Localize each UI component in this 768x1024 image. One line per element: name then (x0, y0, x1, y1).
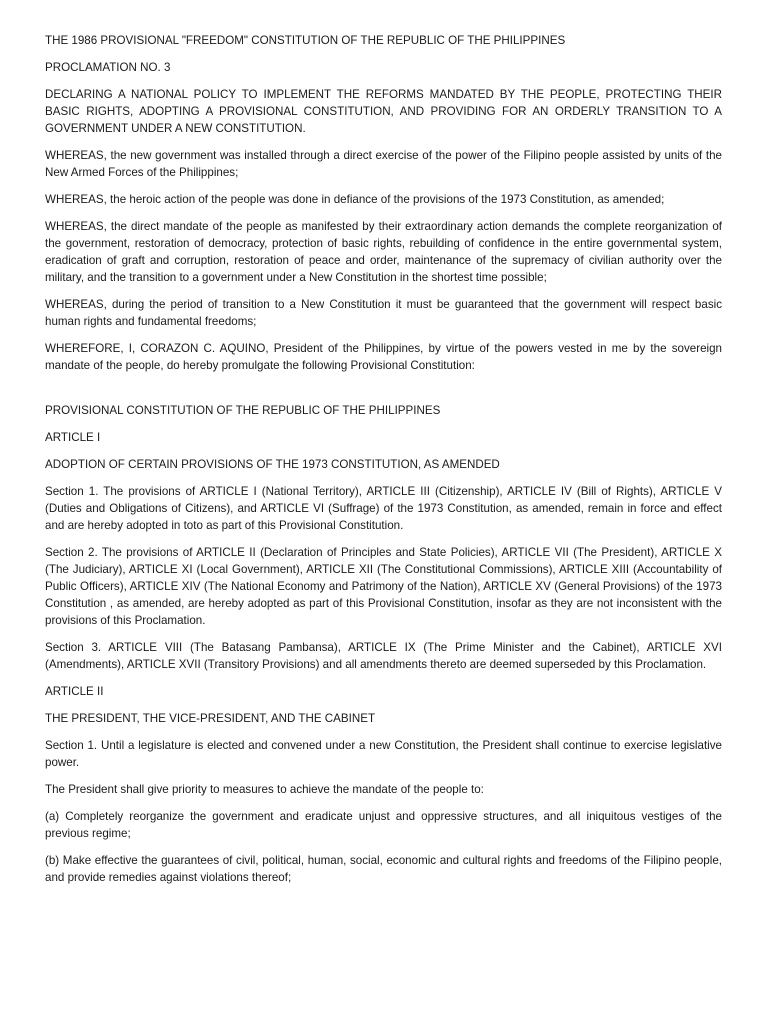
article-2-title: THE PRESIDENT, THE VICE-PRESIDENT, AND THE CABINET (45, 712, 376, 725)
article-1-title: ADOPTION OF CERTAIN PROVISIONS OF THE 1973 CONSTITUTION, AS AMENDED (45, 458, 500, 471)
wherefore-clause: WHEREFORE, I, CORAZON C. AQUINO, President of the Philippines, by virtue of the powers vested in me by the sovereign mandate of the people, do hereby promulgate the following Provisional Constitution: (45, 342, 722, 372)
article-2-priority: The President shall give priority to measures to achieve the mandate of the people to: (45, 783, 484, 796)
declaration-heading: DECLARING A NATIONAL POLICY TO IMPLEMENT THE REFORMS MANDATED BY THE PEOPLE, PROTECTING THEIR BASIC RIGHTS, ADOPTING A PROVISIONAL CONSTITUTION, AND PROVIDING FOR AN ORDERLY TRANSITION TO A GOVERNMENT UNDER A NEW CONSTITUTION. (45, 88, 722, 135)
article-1-section-2: Section 2. The provisions of ARTICLE II (Declaration of Principles and State Policies), ARTICLE VII (The President), ARTICLE X (The Judiciary), ARTICLE XI (Local Government), ARTICLE XII (The Constitutional Commissions), ARTICLE XIII (Accountability of Public Officers), ARTICLE XIV (The National Economy and Patrimony of the Nation), ARTICLE XV (General Provisions) of the 1973 Constitution , as amended, are hereby adopted as part of this Provisional Constitution, insofar as they are not inconsistent with the provisions of this Proclamation. (45, 546, 722, 627)
whereas-clause-1: WHEREAS, the new government was installed through a direct exercise of the power of the Filipino people assisted by units of the New Armed Forces of the Philippines; (45, 149, 722, 179)
article-2-item-a: (a) Completely reorganize the government and eradicate unjust and oppressive structures, and all iniquitous vestiges of the previous regime; (45, 810, 722, 840)
whereas-clause-3: WHEREAS, the direct mandate of the people as manifested by their extraordinary action demands the complete reorganization of the government, restoration of democracy, protection of basic rights, rebuilding of confidence in the entire governmental system, eradication of graft and corruption, restoration of peace and order, maintenance of the supremacy of civilian authority over the military, and the transition to a government under a New Constitution in the shortest time possible; (45, 220, 722, 284)
article-2-section-1: Section 1. Until a legislature is elected and convened under a new Constitution, the President shall continue to exercise legislative power. (45, 739, 722, 769)
constitution-heading: PROVISIONAL CONSTITUTION OF THE REPUBLIC OF THE PHILIPPINES (45, 404, 441, 417)
article-2-item-b: (b) Make effective the guarantees of civil, political, human, social, economic and cultural rights and freedoms of the Filipino people, and provide remedies against violations thereof; (45, 854, 722, 884)
whereas-clause-4: WHEREAS, during the period of transition to a New Constitution it must be guaranteed that the government will respect basic human rights and fundamental freedoms; (45, 298, 722, 328)
whereas-clause-2: WHEREAS, the heroic action of the people was done in defiance of the provisions of the 1973 Constitution, as amended; (45, 193, 665, 206)
article-1-section-3: Section 3. ARTICLE VIII (The Batasang Pambansa), ARTICLE IX (The Prime Minister and the Cabinet), ARTICLE XVI (Amendments), ARTICLE XVII (Transitory Provisions) and all amendments thereto are deemed superseded by this Proclamation. (45, 641, 722, 671)
article-2-label: ARTICLE II (45, 685, 104, 698)
document-page (45, 32, 722, 886)
document-title: THE 1986 PROVISIONAL "FREEDOM" CONSTITUTION OF THE REPUBLIC OF THE PHILIPPINES (45, 34, 566, 47)
article-1-label: ARTICLE I (45, 431, 101, 444)
article-1-section-1: Section 1. The provisions of ARTICLE I (National Territory), ARTICLE III (Citizenship), ARTICLE IV (Bill of Rights), ARTICLE V (Duties and Obligations of Citizens), and ARTICLE VI (Suffrage) of the 1973 Constitution, as amended, remain in force and effect and are hereby adopted in toto as part of this Provisional Constitution. (45, 485, 722, 532)
proclamation-number: PROCLAMATION NO. 3 (45, 61, 171, 74)
